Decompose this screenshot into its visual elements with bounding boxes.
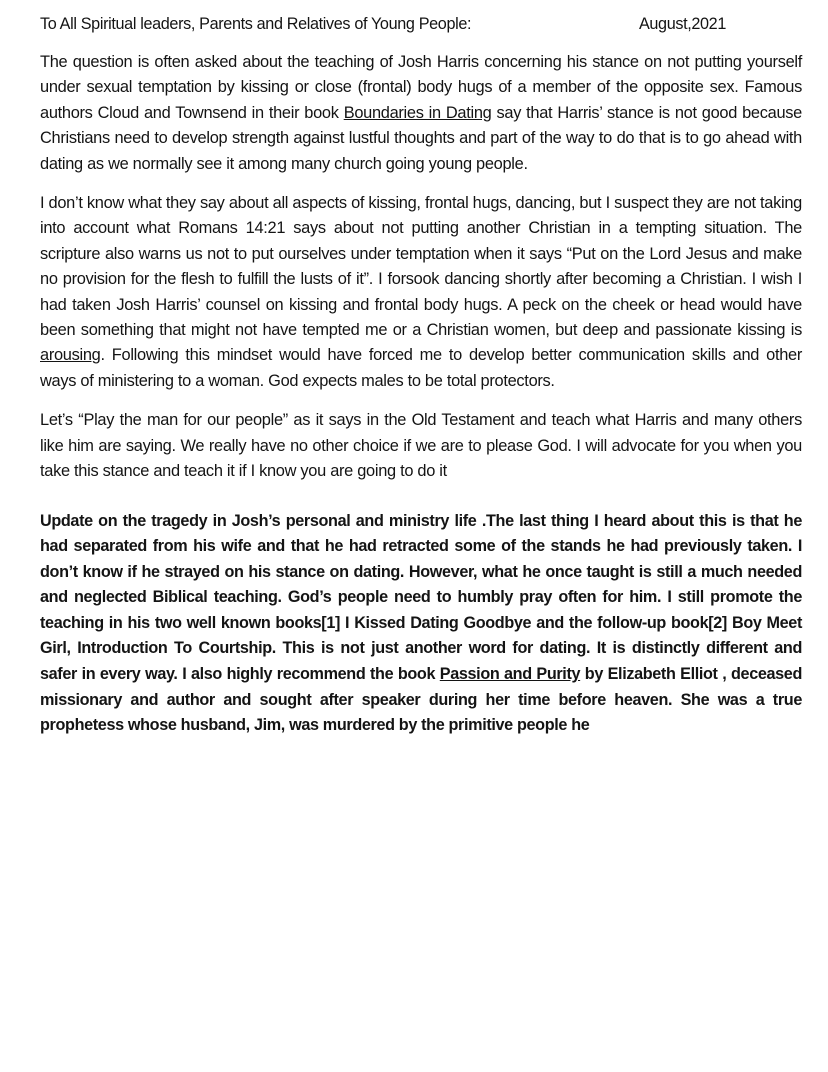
paragraph-2-text-a: I don’t know what they say about all aspects of kissing, frontal hugs, dancing, but I suspect they are not taking into account what Romans 14:21 says about not putting another Christian in a tempting situation. The scripture also warns us not to put ourselves under temptation when it says “Put on the Lord Jesus and make no provision for the flesh to fulfill the lusts of it”. I forsook dancing shortly after becoming a Christian. I wish I had taken Josh Harris’ counsel on kissing and frontal body hugs. A peck on the cheek or head would have been something that might not have tempted me or a Christian women, but deep and passionate kissing is	[40, 194, 802, 340]
paragraph-1	[40, 50, 802, 177]
salutation: To All Spiritual leaders, Parents and Relatives of Young People:	[40, 15, 472, 33]
letter-header	[40, 12, 802, 36]
paragraph-3-text: Let’s “Play the man for our people” as it says in the Old Testament and teach what Harris and many others like him are saying. We really have no other choice if we are to please God. I will advocate for you when you take this stance and teach it if I know you are going to do it	[40, 411, 802, 481]
underlined-word-arousing: arousing	[40, 346, 101, 365]
letter-date: August,2021	[638, 15, 726, 33]
paragraph-1-text-a: The question is often asked about the teaching of Josh Harris concerning his stance on not putting yourself under sexual temptation by kissing or close (frontal) body hugs of a member of the opposite sex. Famous authors Cloud and Townsend in their book	[40, 53, 802, 122]
paragraph-2	[40, 191, 802, 394]
book-title-passion-and-purity: Passion and Purity	[439, 665, 581, 684]
paragraph-4-text-b: by Elizabeth Elliot , deceased missionary and author and sought after speaker during her time before heaven. She was a true prophetess whose husband, Jim, was murdered by the primitive people he	[40, 665, 802, 735]
paragraph-3	[40, 408, 802, 484]
paragraph-4-text-a: Update on the tragedy in Josh’s personal and ministry life .The last thing I heard about this is that he had separated from his wife and that he had retracted some of the stands he had previously taken. I don’t know if he strayed on his stance on dating. However, what he once taught is still a much needed and neglected Biblical teaching. God’s people need to humbly pray often for him. I still promote the teaching in his two well known books[1] I Kissed Dating Goodbye and the follow-up book[2] Boy Meet Girl, Introduction To Courtship. This is not just another word for dating. It is distinctly different and safer in every way. I also highly recommend the book	[40, 511, 802, 684]
paragraph-2-text-b: . Following this mindset would have forced me to develop better communication skills and other ways of ministering to a woman. God expects males to be total protectors.	[40, 346, 802, 390]
book-title-boundaries-in-dating: Boundaries in Dating	[343, 103, 492, 122]
paragraph-1-text-b: say that Harris’ stance is not good because Christians need to develop strength against lustful thoughts and part of the way to do that is to go ahead with dating as we normally see it among many church going young people.	[40, 103, 802, 173]
paragraph-4-update	[40, 509, 802, 739]
